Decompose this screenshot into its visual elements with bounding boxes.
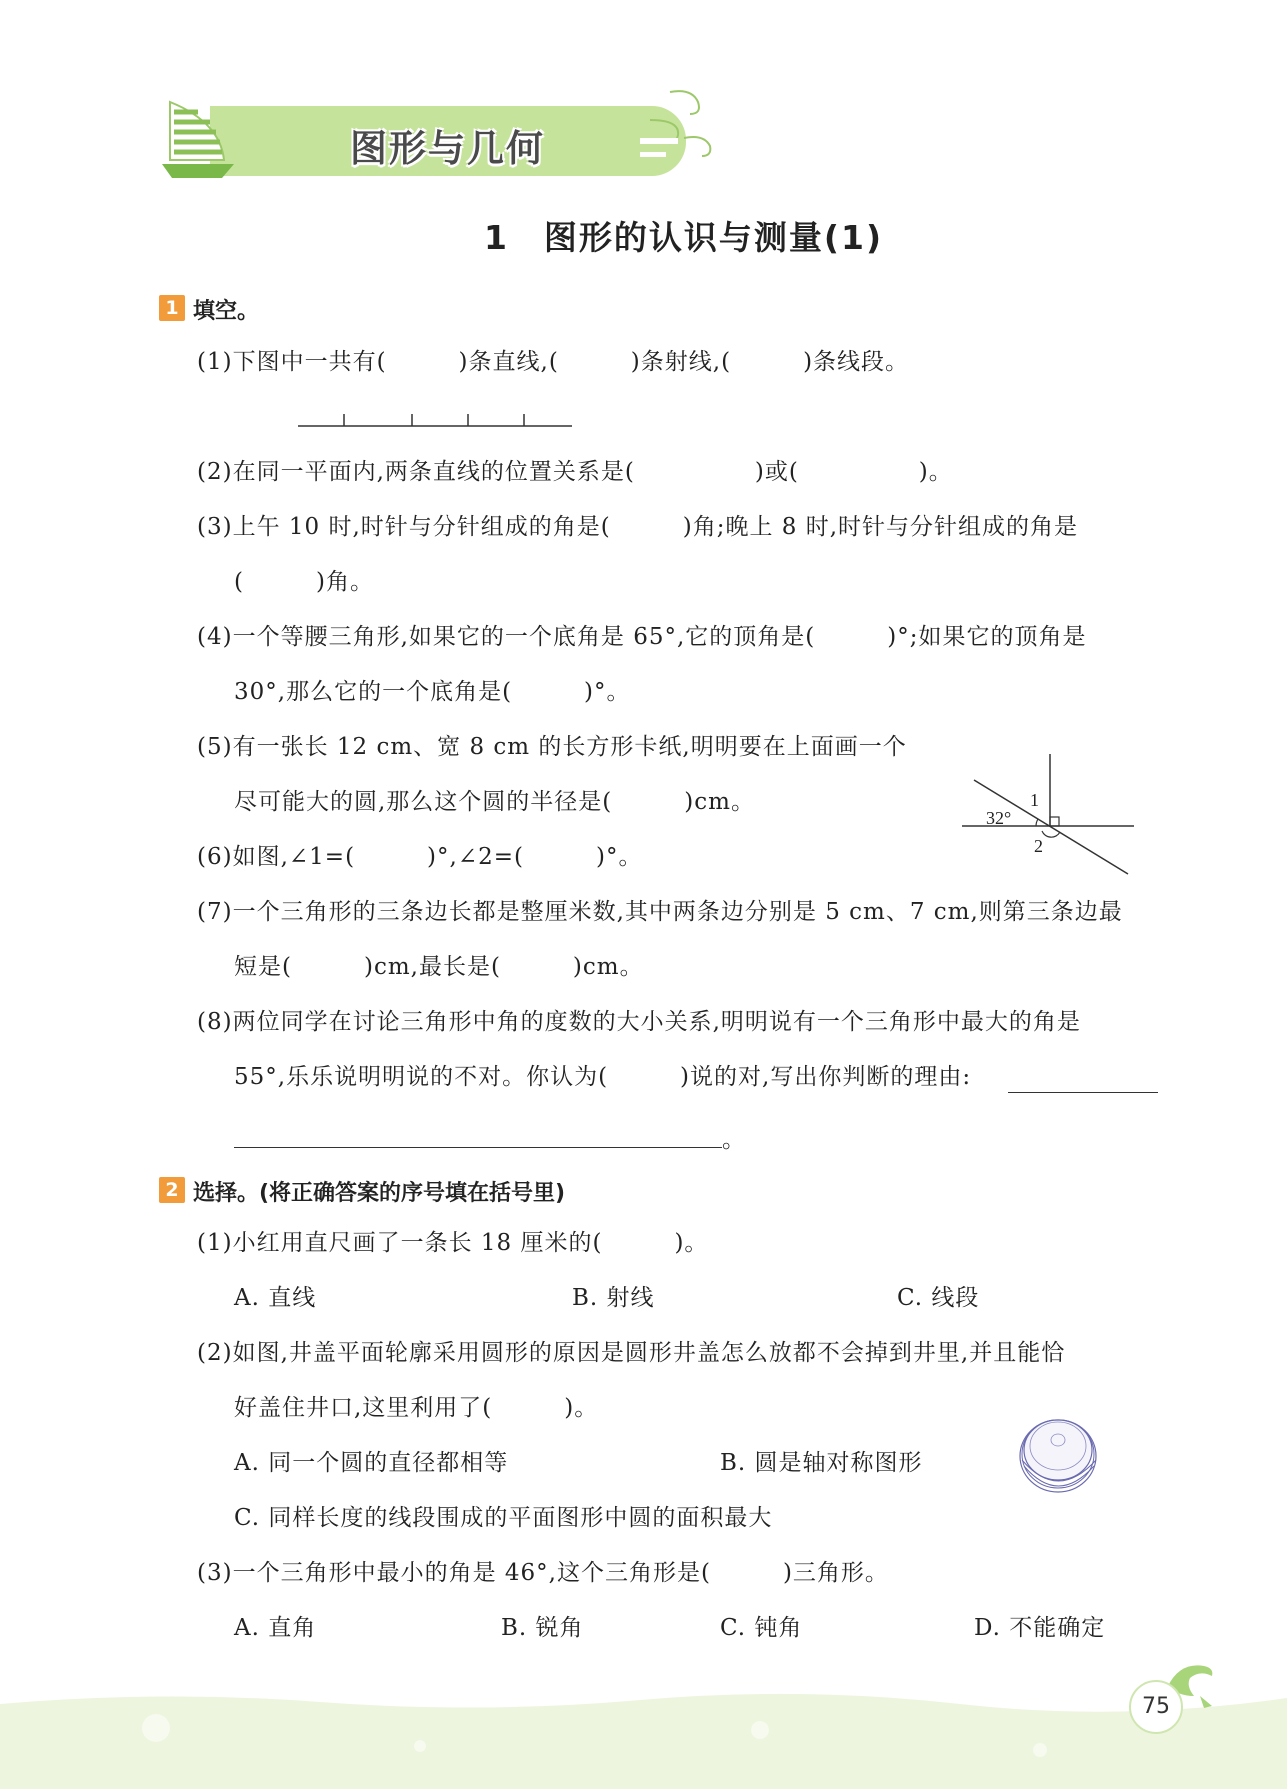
answer-blank-line [234,1147,722,1148]
page-number: 75 [1129,1680,1183,1734]
manhole-cover-icon [1012,1390,1112,1500]
section-number-badge: 2 [159,1177,185,1203]
choice-option: A. 直角 [234,1615,317,1641]
choice-option: C. 同样长度的线段围成的平面图形中圆的面积最大 [234,1505,773,1531]
question-7-text-line1: (7)一个三角形的三条边长都是整厘米数,其中两条边分别是 5 cm、7 cm,则第三条边最 [197,899,1123,925]
question-8-end-mark: 。 [722,1127,746,1153]
question-8-text-line1: (8)两位同学在讨论三角形中角的度数的大小关系,明明说有一个三角形中最大的角是 [197,1009,1081,1035]
banner-title: 图形与几何 [350,127,545,170]
question-6-text: (6)如图,∠1=( )°,∠2=( )°。 [197,844,643,870]
section-banner [160,106,696,176]
question-5-text-line2: 尽可能大的圆,那么这个圆的半径是( )cm。 [234,789,755,815]
question-2-text: (2)在同一平面内,两条直线的位置关系是( )或( )。 [197,459,953,485]
line-segments-figure [296,408,576,432]
choice-option: D. 不能确定 [974,1615,1106,1641]
angle-1-label: 1 [1030,790,1039,810]
choice-option: B. 锐角 [501,1615,584,1641]
sailboat-icon [160,92,240,192]
footer-decoration [0,1690,1287,1789]
section-number-badge: 1 [159,295,185,321]
lesson-title: 1 图形的认识与测量(1) [483,218,884,257]
choice-option: C. 线段 [897,1285,980,1311]
question-1-text: (1)下图中一共有( )条直线,( )条射线,( )条线段。 [197,349,910,375]
choice-option: B. 射线 [572,1285,655,1311]
angle-32-label: 32° [986,808,1012,828]
angle-2-label: 2 [1034,836,1043,856]
choice-question-1-text: (1)小红用直尺画了一条长 18 厘米的( )。 [197,1230,709,1256]
question-4-text-line1: (4)一个等腰三角形,如果它的一个底角是 65°,它的顶角是( )°;如果它的顶角是 [197,624,1087,650]
section-title: 选择。(将正确答案的序号填在括号里) [193,1181,566,1206]
question-3-text-line1: (3)上午 10 时,时针与分针组成的角是( )角;晚上 8 时,时针与分针组成的角是 [197,514,1079,540]
intersecting-lines-figure [958,750,1138,880]
question-3-text-line2: ( )角。 [234,569,374,595]
question-5-text-line1: (5)有一张长 12 cm、宽 8 cm 的长方形卡纸,明明要在上面画一个 [197,734,907,760]
choice-question-2-text-line2: 好盖住井口,这里利用了( )。 [234,1395,599,1421]
choice-option: A. 同一个圆的直径都相等 [234,1450,509,1476]
choice-question-3-text: (3)一个三角形中最小的角是 46°,这个三角形是( )三角形。 [197,1560,889,1586]
question-4-text-line2: 30°,那么它的一个底角是( )°。 [234,679,631,705]
choice-option: B. 圆是轴对称图形 [720,1450,923,1476]
question-8-text-line2: 55°,乐乐说明明说的不对。你认为( )说的对,写出你判断的理由: [234,1064,972,1090]
question-7-text-line2: 短是( )cm,最长是( )cm。 [234,954,644,980]
choice-option: C. 钝角 [720,1615,803,1641]
wind-swirl-icon [640,80,720,170]
choice-question-2-text-line1: (2)如图,井盖平面轮廓采用圆形的原因是圆形井盖怎么放都不会掉到井里,并且能恰 [197,1340,1066,1366]
section-title: 填空。 [193,299,260,324]
answer-blank-line [1008,1092,1158,1093]
choice-option: A. 直线 [234,1285,317,1311]
